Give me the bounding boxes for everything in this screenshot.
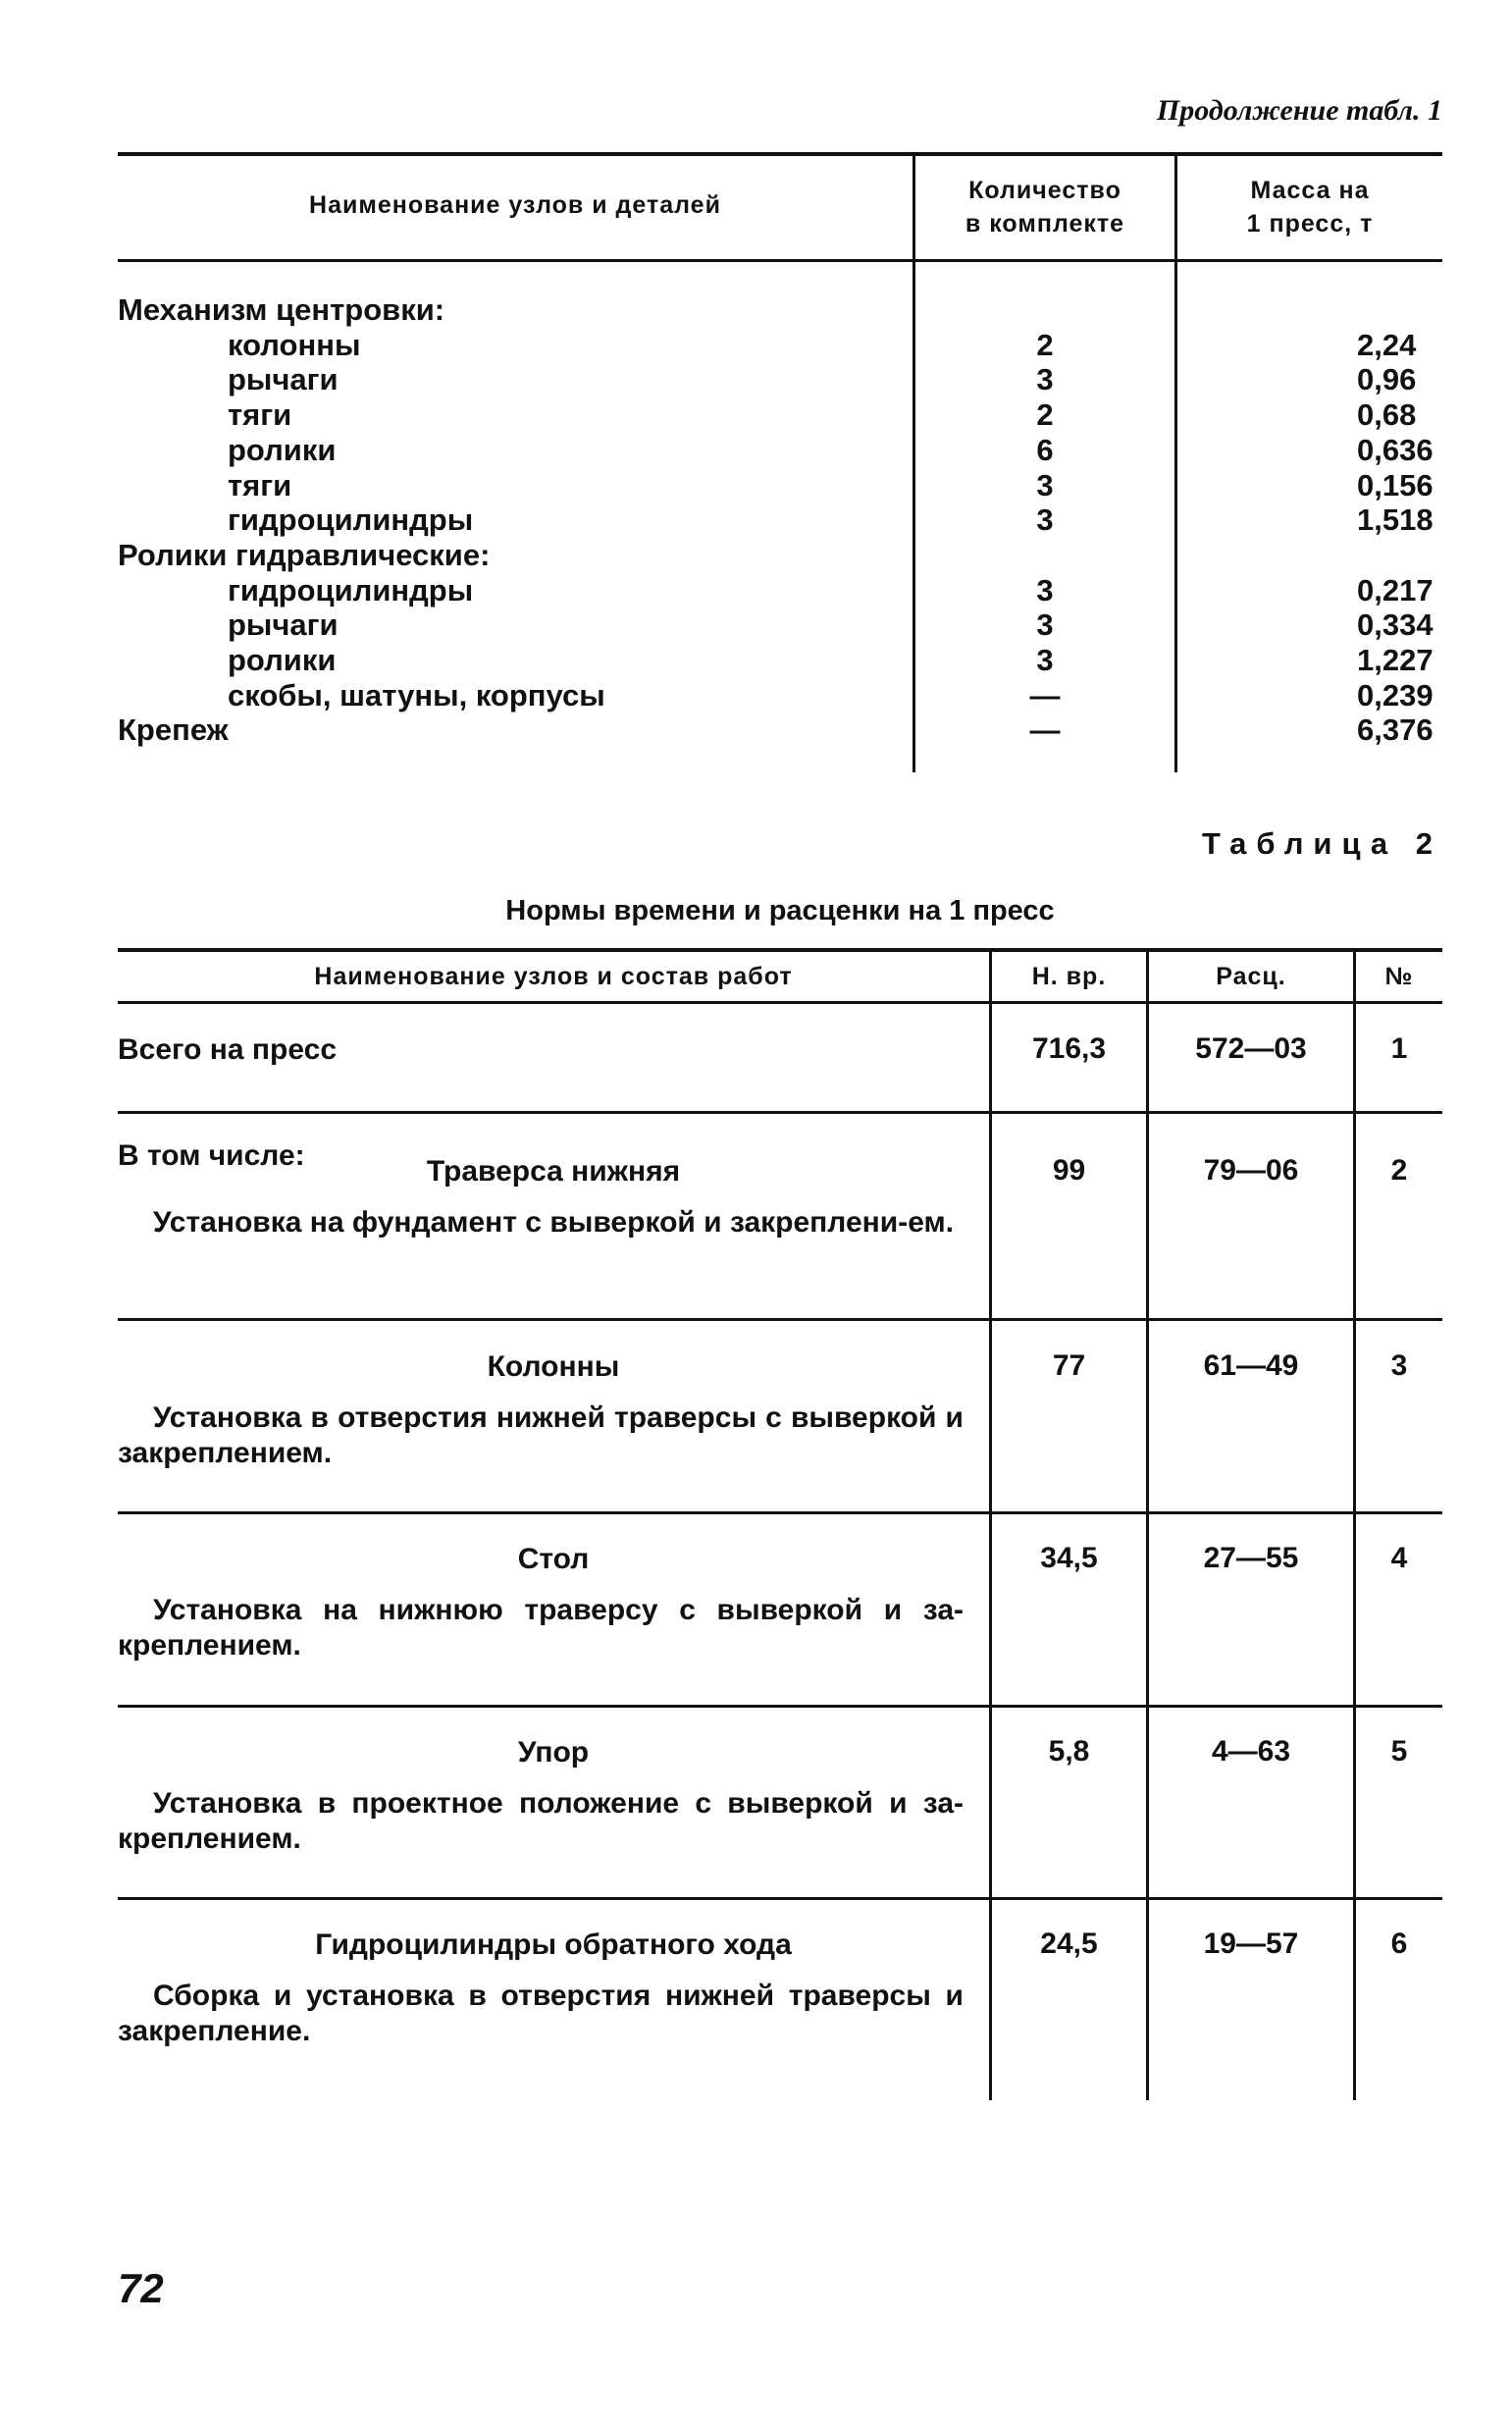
- table-row: [118, 713, 1442, 748]
- table2-top-rule: [118, 948, 1442, 952]
- table-row: [118, 538, 1442, 573]
- row-mass-cell: [1254, 713, 1470, 748]
- section-description: Установка в проектное положение с выверкой и за-креплением.: [118, 1787, 964, 1855]
- table1-header-qty: [915, 174, 1174, 240]
- section-number: 6: [1390, 1927, 1408, 1960]
- row-mass-cell: [1254, 362, 1470, 397]
- row-quantity: 3: [1036, 468, 1054, 502]
- row-name: колонны: [228, 328, 361, 362]
- table1-header-mass-line: Масса на: [1250, 177, 1370, 204]
- row-mass: 6,376: [1357, 713, 1434, 747]
- section-time: 99: [1052, 1154, 1086, 1187]
- section-title: Упор: [517, 1736, 590, 1769]
- section-description: Сборка и установка в отверстия нижней траверсы и закрепление.: [118, 1980, 964, 2047]
- table1-header-name: Наименование узлов и деталей: [309, 191, 721, 219]
- table2-total-label: Всего на пресс: [118, 1033, 338, 1066]
- section-number: 2: [1390, 1154, 1408, 1187]
- row-mass: 0,239: [1357, 678, 1434, 713]
- section-rate: 27—55: [1203, 1542, 1299, 1574]
- section-description: Установка на нижнюю траверсу с выверкой и за-креплением.: [118, 1594, 964, 1662]
- row-quantity: 2: [1036, 328, 1054, 362]
- row-mass-cell: [1254, 573, 1470, 608]
- table1-header-mass-line: 1 пресс, т: [1246, 210, 1374, 238]
- table1-header-qty-line: Количество: [968, 177, 1121, 204]
- table2-row-rule: [118, 1511, 1442, 1514]
- row-mass-cell: [1254, 643, 1470, 678]
- section-title: Гидроцилиндры обратного хода: [315, 1928, 792, 1961]
- row-mass: 0,156: [1357, 468, 1434, 502]
- section-description: Установка в отверстия нижней траверсы с выверкой и закреплением.: [118, 1401, 964, 1469]
- table-row: [118, 502, 1442, 538]
- table2-header-time: Н. вр.: [1031, 963, 1107, 990]
- section-time: 5,8: [1048, 1735, 1090, 1768]
- row-name: Ролики гидравлические:: [118, 538, 491, 572]
- table2-total-number: 1: [1390, 1032, 1408, 1065]
- table2-total-rate: 572—03: [1195, 1032, 1307, 1065]
- row-name: тяги: [228, 468, 292, 502]
- row-name: рычаги: [228, 362, 339, 396]
- table-row: [118, 607, 1442, 643]
- row-quantity: 3: [1036, 502, 1054, 537]
- table1-top-rule: [118, 152, 1442, 156]
- row-mass-cell: [1254, 292, 1470, 328]
- section-number: 4: [1390, 1542, 1408, 1574]
- row-quantity: 3: [1036, 643, 1054, 677]
- row-name: ролики: [228, 643, 337, 677]
- section-title: Колонны: [487, 1350, 620, 1383]
- table-row: [118, 643, 1442, 678]
- row-name: рычаги: [228, 607, 339, 642]
- table1-header-qty-line: в комплекте: [965, 210, 1125, 238]
- table1-header-rule: [118, 259, 1442, 262]
- table2-row-rule: [118, 1897, 1442, 1900]
- table-row: [118, 328, 1442, 363]
- section-number: 5: [1390, 1735, 1408, 1768]
- row-name: тяги: [228, 397, 292, 432]
- section-title: Траверса нижняя: [426, 1155, 681, 1188]
- table2-total-time: 716,3: [1031, 1032, 1107, 1065]
- table2-header-number: №: [1384, 963, 1414, 990]
- row-mass: 2,24: [1357, 328, 1417, 362]
- row-quantity: —: [1029, 713, 1061, 747]
- table-row: [118, 362, 1442, 397]
- row-mass-cell: [1254, 538, 1470, 573]
- section-description: Установка на фундамент с выверкой и закреплени-ем.: [153, 1206, 955, 1239]
- section-rate: 19—57: [1203, 1927, 1299, 1960]
- continuation-caption: Продолжение табл. 1: [1156, 94, 1442, 127]
- table-row: [118, 292, 1442, 328]
- row-mass: 0,68: [1357, 397, 1417, 432]
- table2-label: Таблица 2: [1201, 826, 1442, 861]
- row-mass-cell: [1254, 502, 1470, 538]
- row-quantity: 3: [1036, 607, 1054, 642]
- row-mass-cell: [1254, 468, 1470, 503]
- row-mass: 0,636: [1357, 433, 1434, 467]
- row-mass: 1,518: [1357, 502, 1434, 537]
- section-rate: 61—49: [1203, 1349, 1299, 1382]
- table2-including-label: В том числе:: [118, 1139, 305, 1172]
- row-name: гидроцилиндры: [228, 573, 474, 607]
- row-quantity: 3: [1036, 362, 1054, 396]
- row-mass-cell: [1254, 607, 1470, 643]
- table2-title: Нормы времени и расценки на 1 пресс: [505, 895, 1055, 926]
- row-name: ролики: [228, 433, 337, 467]
- row-name: Крепеж: [118, 713, 229, 747]
- row-mass: 0,96: [1357, 362, 1417, 396]
- row-quantity: —: [1029, 678, 1061, 713]
- section-rate: 79—06: [1203, 1154, 1299, 1187]
- table-row: [118, 433, 1442, 468]
- section-number: 3: [1390, 1349, 1408, 1382]
- section-title: Стол: [517, 1543, 590, 1575]
- section-time: 34,5: [1040, 1542, 1098, 1574]
- row-mass: 0,334: [1357, 607, 1434, 642]
- section-time: 77: [1052, 1349, 1086, 1382]
- table2-row-rule: [118, 1111, 1442, 1114]
- row-quantity: 2: [1036, 397, 1054, 432]
- row-mass-cell: [1254, 433, 1470, 468]
- row-quantity: 6: [1036, 433, 1054, 467]
- row-mass: 0,217: [1357, 573, 1434, 607]
- table2-row-rule: [118, 1318, 1442, 1321]
- row-name: гидроцилиндры: [228, 502, 474, 537]
- row-mass: 1,227: [1357, 643, 1434, 677]
- table2-header-rule: [118, 1001, 1442, 1004]
- section-time: 24,5: [1040, 1927, 1098, 1960]
- section-rate: 4—63: [1211, 1735, 1291, 1768]
- row-name: Механизм центровки:: [118, 292, 445, 327]
- table-row: [118, 573, 1442, 608]
- table1-header-mass: [1177, 174, 1442, 240]
- row-mass-cell: [1254, 397, 1470, 433]
- page-number: 72: [118, 2265, 164, 2311]
- table2-header-rate: Расц.: [1216, 963, 1286, 990]
- table-row: [118, 397, 1442, 433]
- row-mass-cell: [1254, 678, 1470, 713]
- table-row: [118, 678, 1442, 713]
- table2-header-name: Наименование узлов и состав работ: [314, 963, 793, 990]
- table-row: [118, 468, 1442, 503]
- row-name: скобы, шатуны, корпусы: [228, 678, 605, 713]
- row-quantity: 3: [1036, 573, 1054, 607]
- table2-row-rule: [118, 1705, 1442, 1708]
- row-mass-cell: [1254, 328, 1470, 363]
